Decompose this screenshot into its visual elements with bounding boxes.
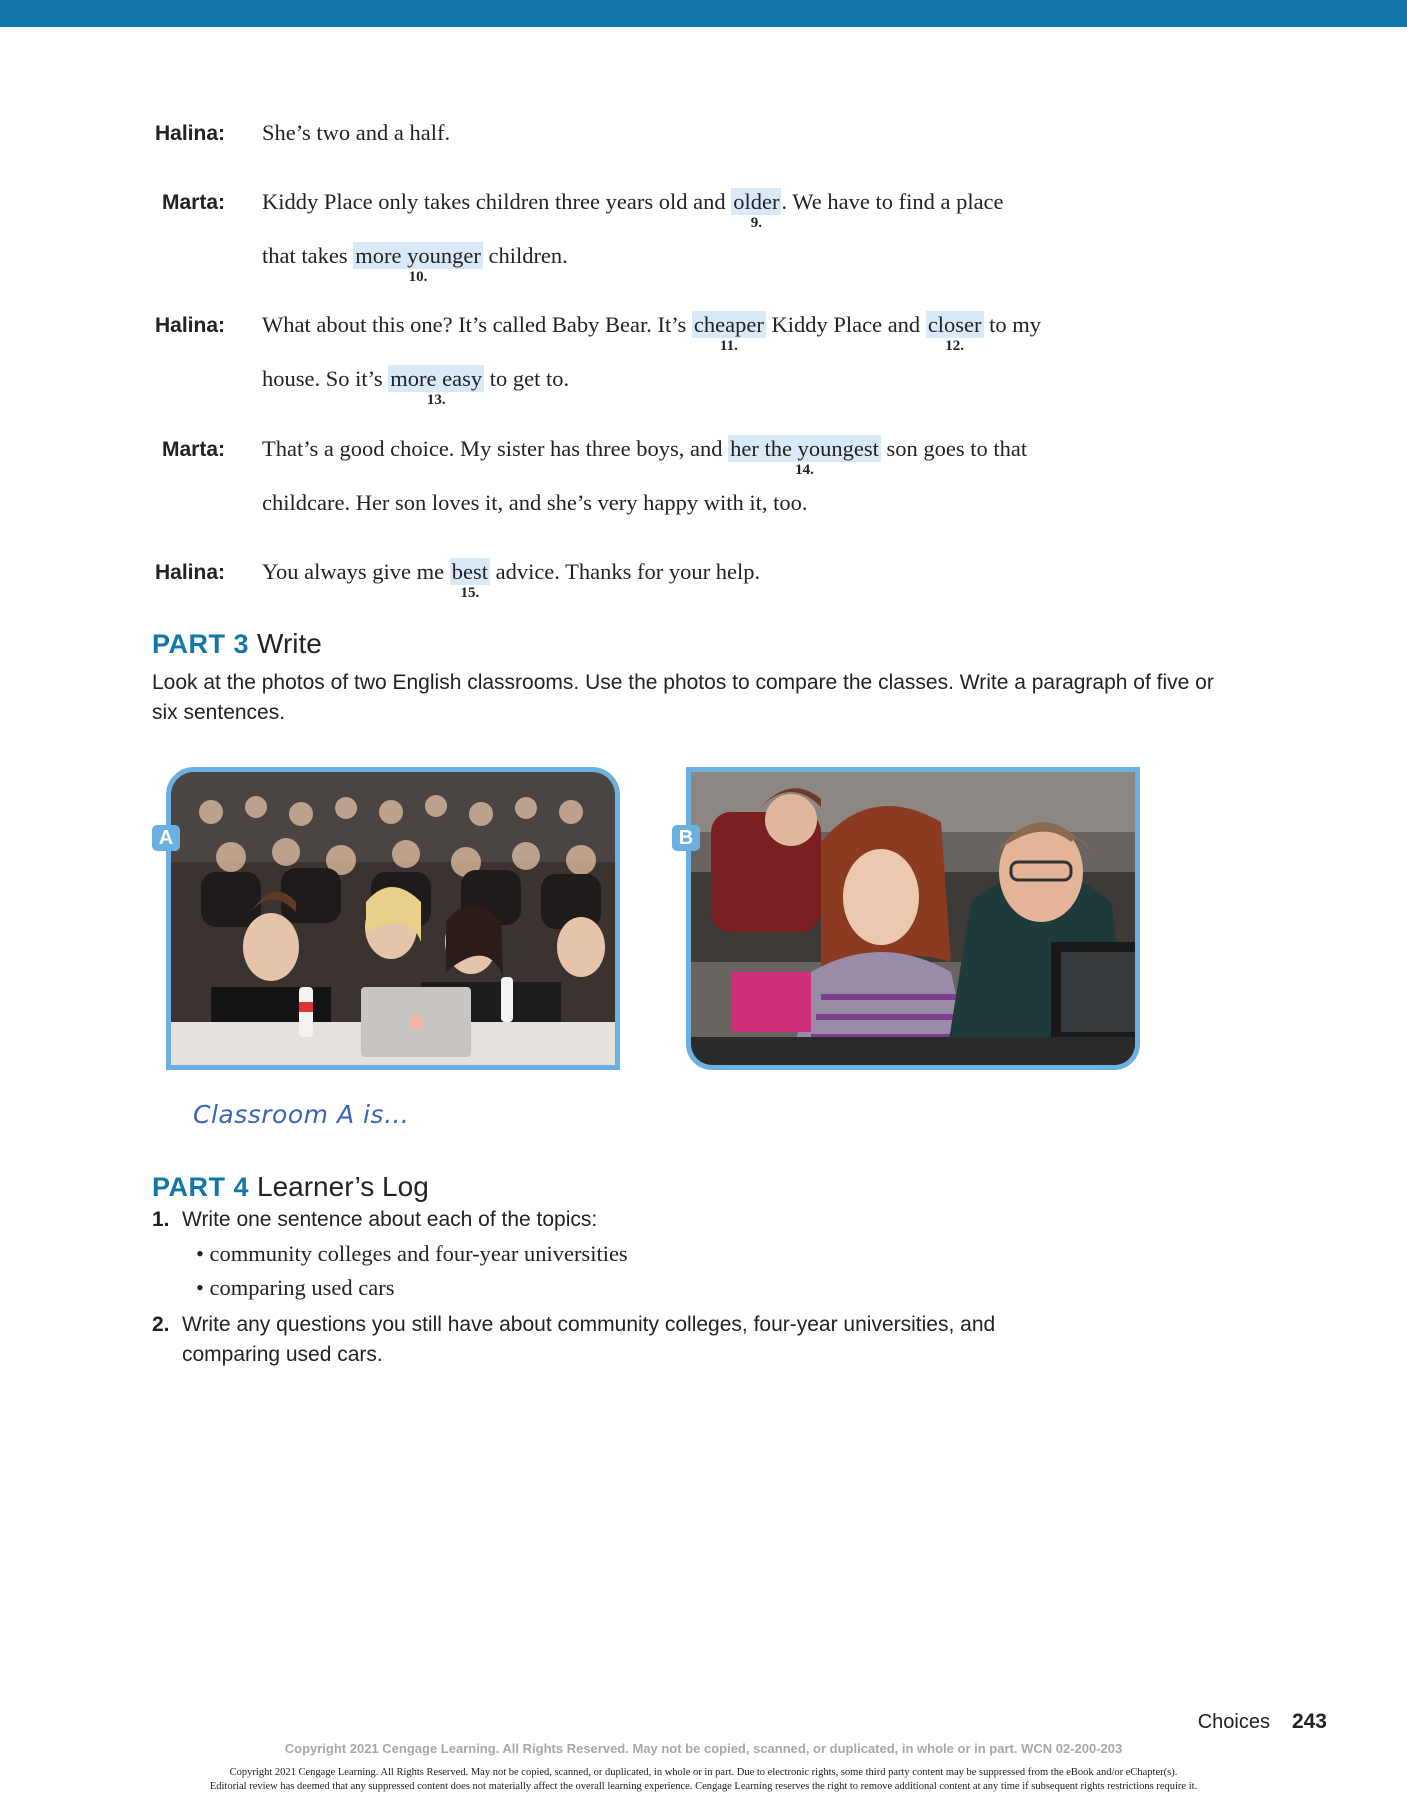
copyright-gray: Copyright 2021 Cengage Learning. All Rights Reserved. May not be copied, scanned, or duplicated, in whole or in part. WCN 02-200-203	[284, 1741, 1123, 1756]
dialogue-text-segment: that takes	[262, 243, 354, 268]
part3-label: PART 3	[152, 629, 250, 659]
answer-blank	[353, 242, 483, 285]
blank-number: 13.	[426, 392, 446, 408]
part4-heading	[152, 1171, 429, 1203]
blank-number: 9.	[750, 215, 762, 231]
bullet-text: community colleges and four-year universities	[209, 1241, 628, 1266]
dialogue-text	[262, 312, 1042, 354]
copyright-line-2: Editorial review has deemed that any suppressed content does not materially affect the overall learning experience. Cengage Learning reserves the right to remove additional content at any time if subsequent rights restrictions require it.	[209, 1781, 1198, 1792]
speaker-name: Halina:	[154, 561, 225, 584]
part3-heading	[152, 628, 322, 660]
section-name: Choices	[1197, 1711, 1270, 1733]
dialogue-text-segment: You always give me	[262, 559, 450, 584]
computer-lab-image	[691, 772, 1135, 1065]
dialogue-text	[262, 559, 761, 601]
blank-number: 14.	[795, 462, 814, 478]
answer-blank	[728, 435, 881, 478]
dialogue-text-segment: . We have to find a place	[781, 189, 1004, 214]
answer-blank	[692, 311, 766, 354]
answer-text: older	[733, 189, 780, 214]
bullet-item: • comparing used cars	[196, 1275, 395, 1300]
page-footer	[1198, 1710, 1327, 1734]
answer-text: closer	[927, 312, 982, 337]
item1-number: 1.	[152, 1208, 170, 1231]
item2-text: Write any questions you still have about community colleges, four-year universities, and comparing used cars.	[182, 1313, 996, 1366]
dialogue-text-segment: That’s a good choice. My sister has three boys, and	[262, 436, 729, 461]
answer-text: best	[451, 559, 488, 584]
dialogue-text-segment: What about this one? It’s called Baby Bear. It’s	[262, 312, 692, 337]
dialogue-text-segment: Kiddy Place only takes children three years old and	[262, 189, 732, 214]
answer-text: cheaper	[693, 312, 764, 337]
dialogue-text	[262, 120, 450, 146]
answer-text: more easy	[390, 366, 483, 391]
top-color-bar	[0, 0, 1407, 27]
speaker-name: Marta:	[161, 438, 225, 461]
copyright-line-1: Copyright 2021 Cengage Learning. All Rights Reserved. May not be copied, scanned, or duplicated, in whole or in part. Due to electronic rights, some third party content may be suppressed from the eBook and/or eChapter(s).	[229, 1767, 1178, 1778]
photo-a-tag: A	[152, 825, 180, 851]
lecture-hall-image	[171, 772, 615, 1065]
speaker-name: Marta:	[161, 191, 225, 214]
answer-text: her the youngest	[730, 436, 879, 461]
answer-blank	[731, 188, 781, 231]
classroom-b-photo	[686, 767, 1140, 1070]
dialogue-text-segment: She’s two and a half.	[262, 120, 451, 145]
dialogue-text	[262, 189, 1004, 231]
answer-blank	[450, 558, 490, 601]
page-number: 243	[1291, 1710, 1327, 1733]
speaker-name: Halina:	[154, 314, 225, 337]
item2-number: 2.	[152, 1313, 170, 1336]
dialogue-text	[262, 243, 568, 285]
dialogue-text-segment: advice. Thanks for your help.	[489, 559, 761, 584]
photo-b-tag: B	[672, 825, 700, 851]
speaker-name: Halina:	[154, 122, 225, 145]
answer-blank	[926, 311, 984, 354]
dialogue-text-segment: to my	[983, 312, 1042, 337]
answer-text: more younger	[355, 243, 481, 268]
part4-title: Learner’s Log	[257, 1171, 429, 1202]
dialogue-text	[262, 366, 570, 408]
blank-number: 15.	[460, 585, 480, 601]
bullet-item: • community colleges and four-year universities	[196, 1241, 628, 1266]
dialogue-text-segment: son goes to that	[880, 436, 1028, 461]
dialogue-text-segment: house. So it’s	[262, 366, 389, 391]
part3-instructions: Look at the photos of two English classrooms. Use the photos to compare the classes. Write a paragraph of five or six sentences.	[152, 671, 1214, 724]
dialogue-text	[262, 436, 1028, 478]
sample-answer: Classroom A is…	[193, 1100, 410, 1129]
dialogue-text-segment: to get to.	[484, 366, 570, 391]
part4-label: PART 4	[152, 1172, 250, 1202]
blank-number: 10.	[408, 269, 428, 285]
answer-blank	[388, 365, 484, 408]
classroom-a-photo	[166, 767, 620, 1070]
blank-number: 12.	[945, 338, 965, 354]
item1-text: Write one sentence about each of the topics:	[182, 1208, 598, 1231]
part3-title: Write	[257, 628, 322, 659]
dialogue-text-segment: childcare. Her son loves it, and she’s very happy with it, too.	[262, 490, 808, 515]
bullet-text: comparing used cars	[209, 1275, 395, 1300]
dialogue-text-segment: Kiddy Place and	[765, 312, 926, 337]
blank-number: 11.	[719, 338, 738, 354]
dialogue-text	[262, 490, 808, 516]
copyright-notice	[0, 1766, 1407, 1794]
dialogue-text-segment: children.	[482, 243, 568, 268]
